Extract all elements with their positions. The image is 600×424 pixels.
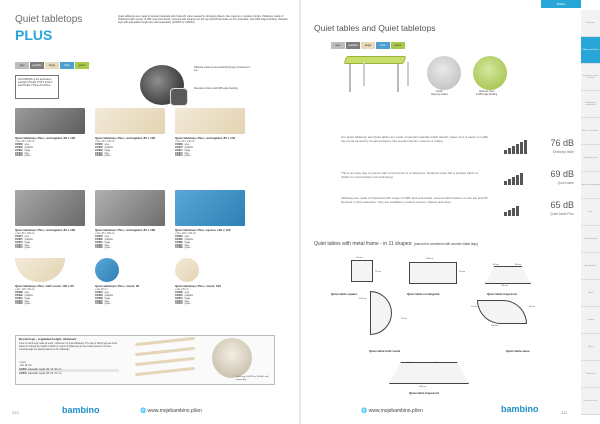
variant-code: 105962: [15, 152, 23, 155]
swatch-blue[interactable]: blue: [376, 42, 390, 49]
swatch-graphite[interactable]: graphite: [346, 42, 360, 49]
variant-row[interactable]: [175, 303, 195, 306]
variant-code: 105991: [15, 297, 23, 300]
side-tab[interactable]: Bookcases and cabinets: [581, 64, 600, 91]
dim-label: 70 cm: [459, 271, 465, 273]
cap-trapezoid-2: Quiet table trapezoid: [409, 391, 439, 395]
variant-colour: graphite: [24, 147, 33, 150]
variant-colour: graphite: [104, 147, 113, 150]
cap-square: Quiet table square: [331, 292, 358, 296]
variant-code: 105965: [95, 147, 103, 150]
swatch-grey[interactable]: grey: [15, 62, 29, 69]
dim-label: 60 cm: [407, 362, 413, 364]
variant-code: 105967: [95, 152, 103, 155]
cap-rectangular: Quiet table rectangular: [407, 292, 440, 296]
swatch-blue[interactable]: blue: [60, 62, 74, 69]
shape-square: [351, 260, 373, 282]
dim-label: 70 cm: [435, 362, 441, 364]
variant-code: 105995: [95, 295, 103, 298]
variant-code: 105984: [175, 236, 183, 239]
variant-colour: grey: [184, 292, 190, 295]
variant-code: 105977: [15, 244, 23, 247]
product-image: [175, 258, 199, 282]
legs-image: [125, 338, 205, 380]
quiet-table-image: [345, 56, 405, 96]
variant-colour: blue: [104, 152, 110, 155]
right-para-3: Tabletops are made of chipboard with a layer of HDF and soft-closed, covered with linoleum on the top and PP laminate on the underside. They are available in various colours, shapes and sizes.: [341, 196, 488, 204]
variant-colour: green: [184, 247, 191, 250]
variant-colour: beige: [104, 241, 111, 244]
side-tab[interactable]: Stationery: [581, 361, 600, 388]
left-title-2: PLUS: [15, 27, 53, 43]
variant-code: 105966: [95, 149, 103, 152]
product-variants: [95, 236, 115, 250]
variant-code: 105963: [15, 155, 23, 158]
linoleum-circle: [473, 56, 507, 90]
variant-code: 105980: [95, 239, 103, 242]
side-tab[interactable]: Art supplies: [581, 253, 600, 280]
variant-row[interactable]: [95, 155, 115, 158]
product-dimensions: • dim. 120 x 120 cm: [175, 231, 197, 235]
variant-colour: blue: [24, 244, 30, 247]
variant-colour: grey: [184, 144, 190, 147]
product-name: Quiet tabletops Plus, rectangular, 80 x 160: [15, 228, 76, 232]
variant-row[interactable]: [15, 155, 35, 158]
variant-code: 105988: [175, 247, 183, 250]
swatch-graphite[interactable]: graphite: [30, 62, 44, 69]
left-page: [0, 0, 299, 424]
product-card[interactable]: [95, 108, 165, 158]
product-image: [15, 108, 85, 134]
noise-level-item: [504, 136, 574, 162]
variant-code: 105996: [95, 297, 103, 300]
variant-colour: beige: [184, 241, 191, 244]
product-variants: [15, 292, 35, 306]
right-swatches: [331, 42, 405, 49]
variant-code: 105999: [175, 292, 183, 295]
variant-colour: green: [184, 303, 191, 306]
variant-code: 105986: [175, 241, 183, 244]
product-card[interactable]: [95, 190, 165, 250]
legs-spec: • 4 pcs • dia. 48 mm: [19, 362, 32, 367]
variant-row[interactable]: [95, 303, 115, 306]
noise-level-item: [504, 167, 574, 193]
right-page: [301, 0, 600, 424]
variant-code: 105978: [15, 247, 23, 250]
variant-colour: blue: [104, 244, 110, 247]
dim-label: 140 cm: [419, 386, 427, 388]
product-name: Quiet tabletops Plus, rectangular, 80 x 140: [175, 136, 236, 140]
variant-colour: blue: [24, 152, 30, 155]
noise-label: Quiet table Plus: [550, 212, 574, 216]
standard-badge-text: ACCORDING to the application standard: PN-EN 1729-1:2016-2 and PN-EN 1729-2+A1:2016-2: [18, 78, 53, 87]
swatch-grey[interactable]: grey: [331, 42, 345, 49]
left-page-number: 210: [12, 410, 19, 415]
dim-label: 150 cm: [501, 285, 509, 287]
product-image: [15, 258, 65, 282]
variant-colour: blue: [184, 300, 190, 303]
legs-title: Round legs - regulated height, whitened: [19, 337, 77, 341]
dim-label: 140 cm: [491, 325, 499, 327]
variant-colour: graphite: [24, 239, 33, 242]
dim-label: 70 cm: [356, 257, 362, 259]
product-card[interactable]: [95, 258, 165, 306]
variant-code: 105969: [175, 144, 183, 147]
variant-colour: graphite: [104, 295, 113, 298]
variant-colour: beige: [104, 149, 111, 152]
product-name: Quiet tabletops Plus, rectangular, 80 x 180: [95, 228, 156, 232]
damping-circle: [427, 56, 461, 90]
variant-code: 105959: [15, 144, 23, 147]
variant-code: 106001: [175, 297, 183, 300]
product-dimensions: • dim. 80 x 140 cm: [175, 139, 195, 143]
dim-label: 80 cm: [493, 264, 499, 266]
product-dimensions: • dia. 90 cm: [95, 287, 108, 291]
side-tab[interactable]: Toys: [581, 199, 600, 226]
shape-rectangular: [409, 262, 457, 284]
noise-bars-icon: [504, 200, 520, 216]
product-dimensions: • dim. 120 x 60 cm: [15, 287, 35, 291]
product-card[interactable]: [175, 190, 245, 250]
product-image: [15, 190, 85, 226]
product-name: Quiet tabletops Plus, round, 120: [175, 284, 221, 288]
product-card[interactable]: [175, 108, 245, 158]
variant-colour: graphite: [184, 239, 193, 242]
side-tab[interactable]: Tables and chairs: [581, 37, 600, 64]
product-name: Quiet tabletops Plus, rectangular, 80 x 120: [95, 136, 156, 140]
variant-code: 105990: [15, 295, 23, 298]
noise-label: Quiet table: [557, 181, 574, 185]
variant-row[interactable]: [15, 303, 35, 306]
side-tab[interactable]: Sport: [581, 280, 600, 307]
product-image: [95, 258, 119, 282]
product-card[interactable]: [15, 190, 85, 250]
variant-code: 105993: [15, 303, 23, 306]
product-variants: [15, 236, 35, 250]
variant-colour: blue: [104, 300, 110, 303]
variant-code: 105997: [95, 300, 103, 303]
variant-colour: green: [104, 247, 111, 250]
caption-linoleum: Linoleum cover & ABS edge banding: [476, 91, 498, 96]
product-variants: [15, 144, 35, 158]
swatch-beige[interactable]: beige: [45, 62, 59, 69]
variant-row[interactable]: [95, 247, 115, 250]
noise-value: 76 dB: [550, 138, 574, 148]
variant-colour: grey: [24, 292, 30, 295]
variant-colour: beige: [24, 149, 31, 152]
dim-label: 140 cm: [426, 258, 434, 260]
right-para-2: This is an easy way to ensure calm environment in a classroom. Reduced noise has a positive effect on children's concentration and well-being.: [341, 171, 479, 179]
swatch-green[interactable]: green: [75, 62, 89, 69]
left-logo: [62, 405, 100, 415]
variant-colour: green: [24, 303, 31, 306]
variant-row[interactable]: [175, 247, 195, 250]
side-tab[interactable]: Sensory integration: [581, 172, 600, 199]
product-dimensions: • dim. 80 x 180 cm: [95, 231, 115, 235]
variant-colour: grey: [24, 236, 30, 239]
product-variants: [175, 236, 195, 250]
side-tab[interactable]: Playground equipment: [581, 91, 600, 118]
product-dimensions: • dia. 120 cm: [175, 287, 189, 291]
shape-half-round: [370, 291, 392, 335]
globe-icon: 🌐: [140, 408, 148, 414]
noise-bars-icon: [504, 169, 524, 185]
side-tab[interactable]: Outdoor: [581, 307, 600, 334]
product-variants: [175, 144, 195, 158]
cap-half-round: Quiet table half-round: [369, 349, 401, 353]
variant-colour: beige: [184, 149, 191, 152]
dim-label: 80 cm: [529, 306, 535, 308]
variant-code: 105976: [15, 241, 23, 244]
variant-code: 105994: [95, 292, 103, 295]
variant-colour: beige: [24, 241, 31, 244]
variant-code: 105964: [95, 144, 103, 147]
variant-code: 105998: [95, 303, 103, 306]
variant-colour: blue: [184, 244, 190, 247]
variant-colour: grey: [104, 292, 110, 295]
legs-row-1: 123020 adjustable height (36, 46, 58 cm): [19, 369, 119, 372]
swatch-green[interactable]: green: [391, 42, 405, 49]
variant-code: 105985: [175, 239, 183, 242]
variant-colour: grey: [24, 144, 30, 147]
product-dimensions: • dim. 80 x 160 cm: [15, 231, 35, 235]
bambino-logo-text: bambino: [62, 405, 100, 415]
product-name: Quiet tabletops Plus, round, 90: [95, 284, 140, 288]
variant-code: 105974: [15, 236, 23, 239]
cap-wave: Quiet table wave: [506, 349, 530, 353]
sample-corner-image: [170, 88, 188, 106]
dim-label: 70 cm: [471, 306, 477, 308]
variant-code: 106002: [175, 300, 183, 303]
variant-code: 105992: [15, 300, 23, 303]
tube-leg-image: [212, 338, 252, 378]
right-para-1: Our Quiet tabletops and Quiet tables are made of special materials which absorb noises as it is easier to muffle the sound caused by dropped objects, like wooden blocks, crayons or cutlery.: [341, 135, 489, 143]
product-variants: [95, 144, 115, 158]
variant-colour: blue: [184, 152, 190, 155]
swatch-beige[interactable]: beige: [361, 42, 375, 49]
standard-badge: [15, 75, 59, 99]
product-card[interactable]: [175, 258, 245, 306]
variant-colour: beige: [184, 297, 191, 300]
noise-value: 69 dB: [550, 169, 574, 179]
variant-row[interactable]: [175, 155, 195, 158]
shape-trapezoid: [485, 266, 531, 284]
noise-level-item: [504, 198, 574, 224]
variant-code: 105989: [15, 292, 23, 295]
product-image: [175, 190, 245, 226]
left-title-1: Quiet tabletops: [15, 14, 83, 25]
note-linoleum: Tabletop made of sound-absorbing layer (linoleum) in top: [194, 66, 251, 72]
left-intro: Quiet tabletops are made of special materials which absorb noise caused by dropped objects, like crayons or wooden blocks. Tabletops made of chipboard with a layer of HPL and soft-closed, covered with linoleum on the top and PP laminate on the underside, with ABS edge banding. Wooden legs with adjustable height are sold separately (123020 or 123040).: [118, 15, 288, 25]
legs-note: Tube legs 100039 or 100040 sold separately: [236, 376, 269, 381]
variant-code: 105968: [95, 155, 103, 158]
dim-label: 80 cm: [515, 264, 521, 266]
note-rounded-corners: Rounded corners with ABS edge banding: [194, 87, 238, 90]
left-swatches: [15, 62, 89, 69]
variant-code: 105960: [15, 147, 23, 150]
side-tab[interactable]: Baby: [581, 334, 600, 361]
variant-code: 105979: [95, 236, 103, 239]
variant-code: 105961: [15, 149, 23, 152]
product-name: Quiet tabletops Plus, rectangular, 68 x 120: [15, 136, 76, 140]
variant-code: 105983: [95, 247, 103, 250]
side-tab[interactable]: Soft play areas: [581, 145, 600, 172]
globe-icon: 🌐: [361, 408, 369, 414]
dim-label: 70 cm: [401, 318, 407, 320]
variant-code: 106000: [175, 295, 183, 298]
variant-colour: green: [184, 155, 191, 158]
product-image: [175, 108, 245, 134]
variant-row[interactable]: [15, 247, 35, 250]
variant-colour: green: [24, 155, 31, 158]
variant-colour: graphite: [184, 147, 193, 150]
shapes-title: Quiet tables with metal frame - in 11 shapes: (cannot be combined with wooden table legs): [314, 241, 478, 247]
variant-code: 105970: [175, 147, 183, 150]
side-tab[interactable]: Teaching aids: [581, 226, 600, 253]
shape-trapezoid-2: [389, 362, 469, 384]
caption-damping: Rustic damping surface: [431, 91, 448, 96]
legs-text: A set of round legs made of wood - whitened, for quiet tabletops. The way in which legs are fixed allows to change the height of table by means of tightening up the ending element. Ice-free mounting legs are always placed on the tabletops.: [19, 343, 118, 351]
variant-code: 105987: [175, 244, 183, 247]
bambino-logo-text: bambino: [501, 404, 539, 414]
variant-code: 105975: [15, 239, 23, 242]
variant-colour: graphite: [24, 295, 33, 298]
variant-code: 105972: [175, 152, 183, 155]
cap-trapezoid: Quiet table trapezoid: [487, 292, 517, 296]
variant-colour: grey: [104, 144, 110, 147]
noise-value: 65 dB: [550, 200, 574, 210]
side-tab[interactable]: Classroom acc.: [581, 388, 600, 415]
product-image: [95, 190, 165, 226]
dim-label: 140 cm: [359, 298, 367, 300]
noise-bars-icon: [504, 138, 528, 154]
side-tab[interactable]: Furniture: [581, 10, 600, 37]
variant-colour: green: [104, 155, 111, 158]
product-card[interactable]: [15, 108, 85, 158]
product-dimensions: • dim. 80 x 120 cm: [95, 139, 115, 143]
variant-colour: green: [104, 303, 111, 306]
variant-colour: blue: [24, 300, 30, 303]
shape-wave: [477, 300, 527, 324]
variant-code: 105982: [95, 244, 103, 247]
variant-code: 105973: [175, 155, 183, 158]
variant-colour: graphite: [184, 295, 193, 298]
product-card[interactable]: [15, 258, 85, 306]
right-title: Quiet tables and Quiet tabletops: [314, 23, 436, 33]
noise-label: Ordinary table: [552, 150, 574, 154]
product-dimensions: • dim. 68 x 120 cm: [15, 139, 35, 143]
variant-colour: green: [24, 247, 31, 250]
variant-colour: beige: [24, 297, 31, 300]
product-image: [95, 108, 165, 134]
right-url[interactable]: 🌐 www.mojebambino.pl/en: [361, 408, 423, 414]
dim-label: 70 cm: [375, 271, 381, 273]
product-variants: [175, 292, 195, 306]
legs-row-2: 123040 adjustable height (58, 64, 76 cm): [19, 373, 62, 375]
product-variants: [95, 292, 115, 306]
tables-tag[interactable]: Tables: [541, 0, 581, 8]
left-url[interactable]: 🌐 www.mojebambino.pl/en: [140, 408, 202, 414]
variant-colour: grey: [104, 236, 110, 239]
variant-code: 105981: [95, 241, 103, 244]
variant-code: 106003: [175, 303, 183, 306]
side-tab[interactable]: Rugs and textiles: [581, 118, 600, 145]
variant-colour: beige: [104, 297, 111, 300]
right-page-number: 211: [561, 410, 568, 415]
variant-colour: grey: [184, 236, 190, 239]
product-name: Quiet tabletops Plus, half-round, 120 x 60: [15, 284, 74, 288]
variant-colour: graphite: [104, 239, 113, 242]
product-name: Quiet tabletops Plus, square, 120 x 120: [175, 228, 231, 232]
variant-code: 105971: [175, 149, 183, 152]
